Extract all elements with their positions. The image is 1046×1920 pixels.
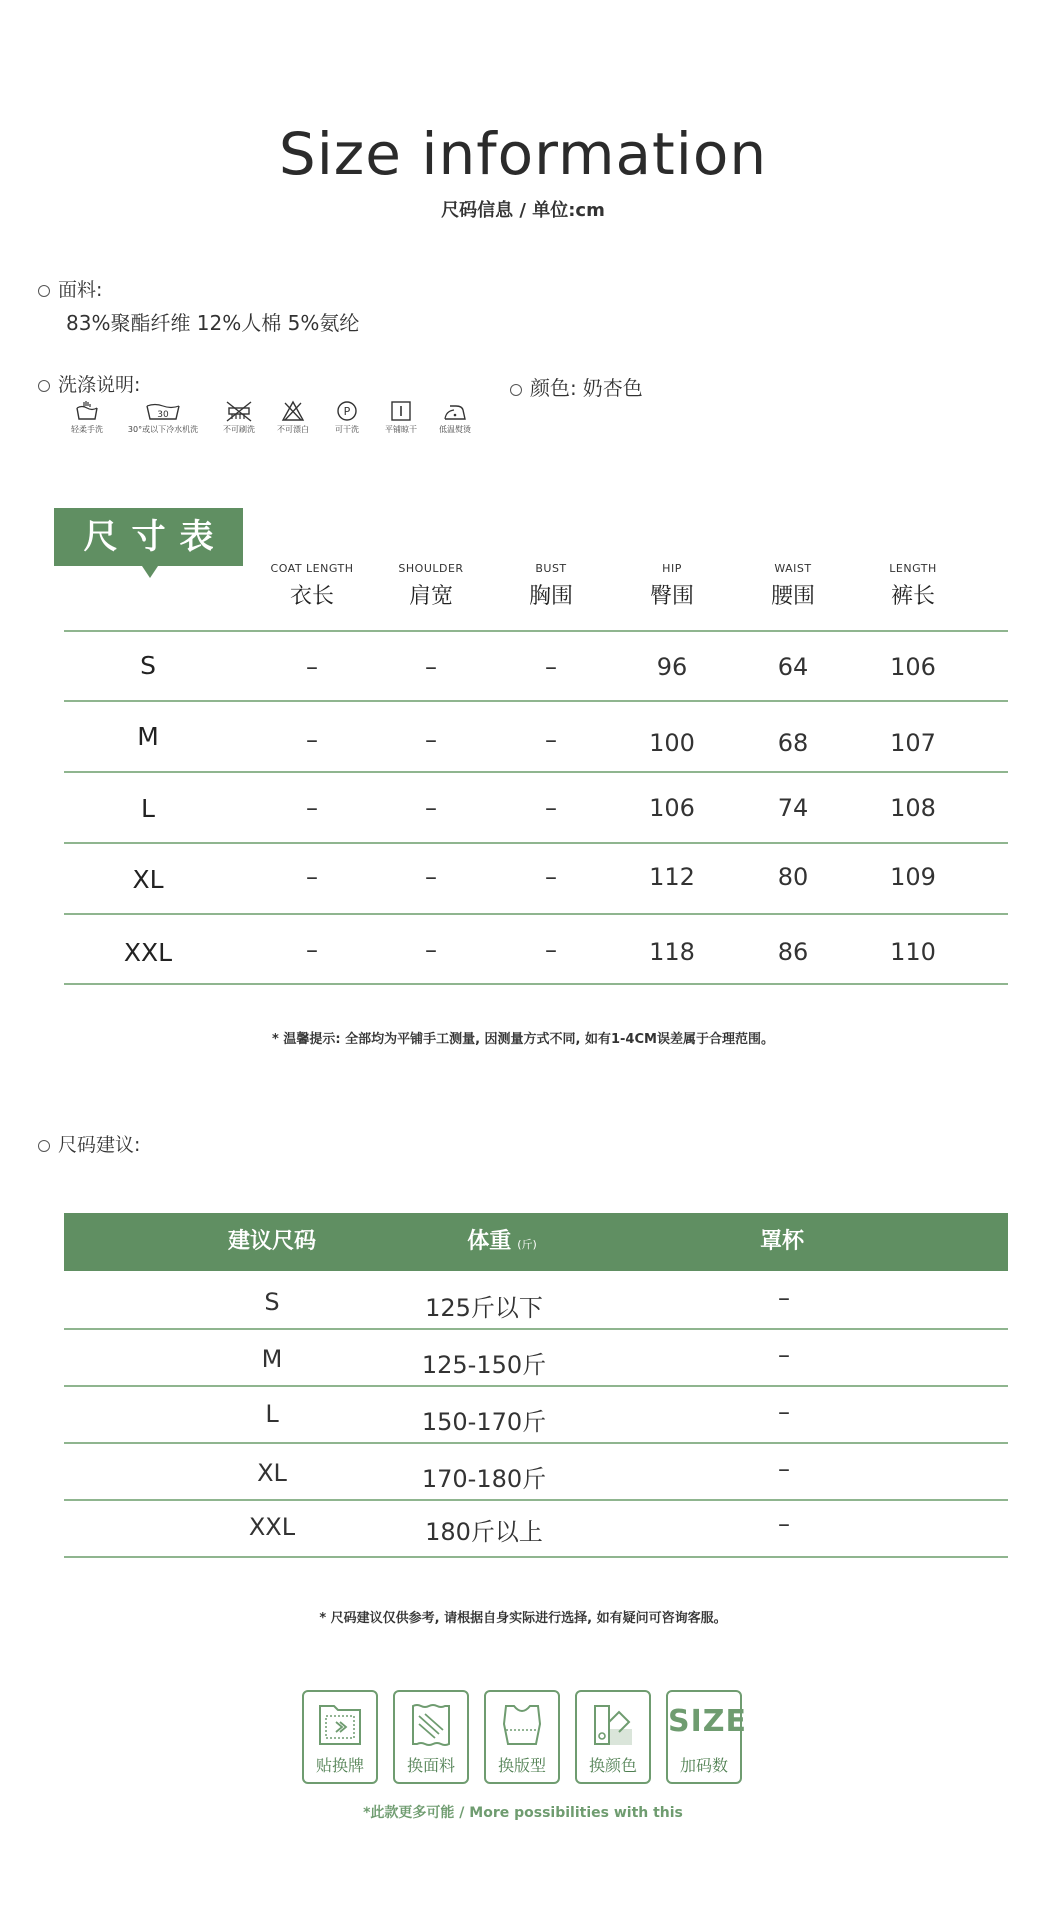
page-subtitle: 尺码信息 / 单位:cm: [441, 200, 605, 221]
table-divider: [64, 630, 1008, 632]
table-divider: [64, 1328, 1008, 1330]
recommend-table-header: [64, 1213, 1008, 1271]
recommend-note: * 尺码建议仅供参考, 请根据自身实际进行选择, 如有疑问可咨询客服。: [319, 1611, 727, 1626]
feature-item-fabric: [393, 1690, 469, 1784]
bullet-circle-icon: [510, 384, 522, 396]
value-cell: –: [425, 653, 437, 681]
wash-caption: 不可刷洗: [223, 425, 255, 434]
value-cell: –: [425, 863, 437, 891]
col-header-zh: 衣长: [289, 584, 334, 609]
col-header-hip: [612, 562, 732, 610]
bullet-circle-icon: [38, 380, 50, 392]
machine-wash-30-icon: [144, 400, 182, 422]
rec-size-cell: XXL: [248, 1513, 296, 1541]
feature-label: 加码数: [679, 1756, 728, 1775]
value-cell: –: [306, 726, 318, 754]
svg-text:P: P: [343, 405, 351, 418]
value-cell: 80: [777, 863, 809, 891]
col-header-zh: 腰围: [770, 584, 815, 609]
table-divider: [64, 1442, 1008, 1444]
table-divider: [64, 700, 1008, 702]
feature-icons-row: [302, 1690, 757, 1784]
no-bleach-icon: [281, 400, 305, 422]
wash-item: [428, 400, 482, 435]
value-cell: –: [306, 936, 318, 964]
size-cell: S: [140, 651, 156, 680]
wash-item: [374, 400, 428, 435]
rec-weight-cell: 180斤以上: [425, 1518, 543, 1546]
col-header-en: SHOULDER: [398, 562, 464, 575]
value-cell: 68: [777, 729, 809, 757]
color-value: 奶杏色: [582, 376, 643, 400]
value-cell: 106: [890, 653, 936, 681]
rec-weight-cell: 170-180斤: [421, 1465, 547, 1493]
wash-item: [266, 400, 320, 435]
value-cell: –: [545, 726, 557, 754]
fabric-label: 面料:: [58, 279, 103, 301]
rec-size-cell: XL: [257, 1459, 287, 1487]
col-header-en: COAT LENGTH: [270, 562, 354, 575]
no-brush-icon: [224, 400, 254, 422]
header-cup: 罩杯: [759, 1229, 804, 1254]
wash-item: [114, 400, 212, 435]
wash-item: [212, 400, 266, 435]
wash-caption: 不可漂白: [277, 425, 309, 434]
feature-label: 换版型: [497, 1756, 546, 1775]
value-cell: 74: [777, 794, 809, 822]
header-weight-unit: (斤): [517, 1238, 537, 1251]
rec-cup-cell: –: [778, 1284, 790, 1312]
wash-section-label: [38, 370, 140, 397]
value-cell: –: [306, 794, 318, 822]
wash-label: 洗涤说明:: [58, 374, 141, 396]
table-divider: [64, 771, 1008, 773]
wash-caption: 可干洗: [335, 425, 359, 434]
col-header-waist: [733, 562, 853, 610]
wash-caption: 低温熨烫: [439, 425, 471, 434]
header-weight: [402, 1213, 602, 1274]
feature-label: 贴换牌: [315, 1756, 364, 1775]
low-iron-icon: [442, 400, 468, 422]
rec-size-cell: M: [261, 1345, 283, 1373]
rec-cup-cell: –: [778, 1398, 790, 1426]
value-cell: –: [306, 653, 318, 681]
value-cell: –: [425, 936, 437, 964]
svg-text:30: 30: [157, 410, 169, 420]
wash-caption: 轻柔手洗: [71, 425, 103, 434]
value-cell: –: [545, 653, 557, 681]
rec-weight-cell: 150-170斤: [421, 1408, 547, 1436]
dry-clean-p-icon: [335, 400, 359, 422]
col-header-en: BUST: [535, 562, 567, 575]
badge-pointer: [142, 566, 158, 578]
col-header-zh: 肩宽: [408, 584, 453, 609]
size-table-badge-text: 尺寸表: [83, 517, 228, 557]
table-divider: [64, 983, 1008, 985]
col-header-zh: 裤长: [890, 584, 935, 609]
wash-item: [60, 400, 114, 435]
value-cell: 100: [649, 729, 695, 757]
flat-dry-icon: [389, 400, 413, 422]
value-cell: –: [545, 936, 557, 964]
table-divider: [64, 913, 1008, 915]
feature-label: 换面料: [406, 1756, 455, 1775]
value-cell: 110: [890, 938, 936, 966]
table-divider: [64, 1385, 1008, 1387]
size-cell: XL: [132, 865, 164, 894]
color-label: 颜色:: [530, 376, 577, 400]
feature-label: 换颜色: [588, 1756, 637, 1775]
measurement-note: * 温馨提示: 全部均为平铺手工测量, 因测量方式不同, 如有1-4CM误差属于合理范围。: [272, 1032, 774, 1047]
value-cell: 96: [656, 653, 688, 681]
size-cell: M: [137, 722, 159, 751]
feature-item-color: [575, 1690, 651, 1784]
fabric-value: 83%聚酯纤维 12%人棉 5%氨纶: [66, 311, 360, 335]
color-section: [510, 372, 643, 401]
fabric-swatch-icon: [403, 1700, 459, 1750]
col-header-zh: 臀围: [649, 584, 694, 609]
fabric-section-label: [38, 275, 102, 302]
rec-size-cell: S: [264, 1288, 280, 1316]
value-cell: 106: [649, 794, 695, 822]
recommend-section-label: [38, 1130, 140, 1157]
size-text-icon: SIZE: [668, 1704, 748, 1739]
col-header-bust: [491, 562, 611, 610]
table-divider: [64, 1499, 1008, 1501]
value-cell: 112: [649, 863, 695, 891]
col-header-length: [853, 562, 973, 610]
color-swatch-icon: [585, 1700, 641, 1750]
bullet-circle-icon: [38, 1140, 50, 1152]
col-header-zh: 胸围: [528, 584, 573, 609]
col-header-en: HIP: [662, 562, 682, 575]
rec-weight-cell: 125斤以下: [425, 1294, 543, 1322]
col-header-shoulder: [371, 562, 491, 610]
page-title: Size information: [278, 120, 768, 188]
rec-cup-cell: –: [778, 1510, 790, 1538]
label-tag-icon: [312, 1700, 368, 1750]
wash-icons-row: [60, 400, 482, 435]
rec-cup-cell: –: [778, 1341, 790, 1369]
rec-weight-cell: 125-150斤: [421, 1351, 547, 1379]
value-cell: –: [545, 794, 557, 822]
recommend-label: 尺码建议:: [58, 1134, 141, 1156]
more-possibilities-text: *此款更多可能 / More possibilities with this: [363, 1805, 683, 1821]
table-divider: [64, 1556, 1008, 1558]
value-cell: 118: [649, 938, 695, 966]
size-table-badge: [54, 508, 243, 566]
value-cell: –: [425, 726, 437, 754]
value-cell: 64: [777, 653, 809, 681]
feature-item-label-tag: [302, 1690, 378, 1784]
size-cell: L: [141, 794, 155, 823]
rec-cup-cell: –: [778, 1455, 790, 1483]
value-cell: –: [306, 863, 318, 891]
value-cell: 109: [890, 863, 936, 891]
col-header-en: LENGTH: [889, 562, 937, 575]
col-header-en: WAIST: [774, 562, 812, 575]
value-cell: 107: [890, 729, 936, 757]
wash-caption: 30°或以下冷水机洗: [127, 425, 199, 434]
garment-pattern-icon: [494, 1700, 550, 1750]
size-cell: XXL: [123, 938, 173, 967]
col-header-coat-length: [252, 562, 372, 610]
table-divider: [64, 842, 1008, 844]
value-cell: 86: [777, 938, 809, 966]
rec-size-cell: L: [265, 1400, 279, 1428]
hand-wash-icon: [74, 400, 100, 422]
bullet-circle-icon: [38, 285, 50, 297]
header-suggested-size: 建议尺码: [227, 1229, 316, 1254]
value-cell: –: [425, 794, 437, 822]
feature-item-pattern: [484, 1690, 560, 1784]
wash-caption: 平铺晾干: [385, 425, 417, 434]
header-weight-label: 体重: [467, 1229, 512, 1254]
value-cell: –: [545, 863, 557, 891]
wash-item: [320, 400, 374, 435]
feature-item-size: [666, 1690, 748, 1784]
value-cell: 108: [890, 794, 936, 822]
